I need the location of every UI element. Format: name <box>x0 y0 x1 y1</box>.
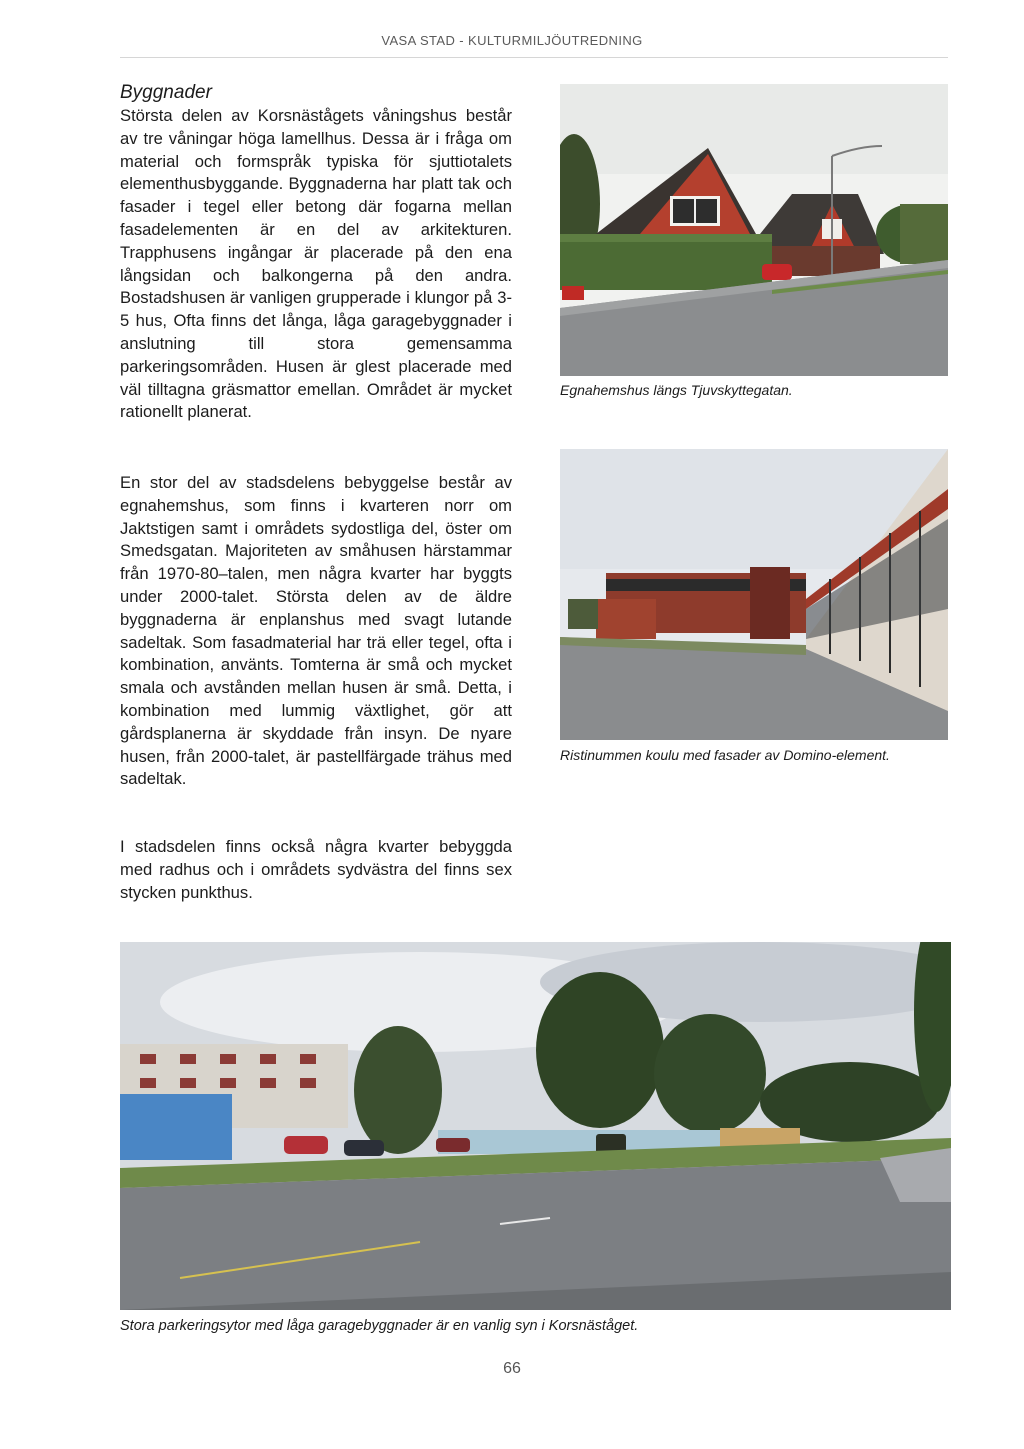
caption-parking-garages: Stora parkeringsytor med låga garagebyggnader är en vanlig syn i Korsnäståget. <box>120 1318 639 1334</box>
section-heading: Byggnader <box>120 82 212 103</box>
caption-school-facade: Ristinummen koulu med fasader av Domino-element. <box>560 747 890 763</box>
body-paragraph-buildings: Största delen av Korsnästågets våningshus består av tre våningar höga lamellhus. Dessa är i fråga om material och formspråk typiska för sjuttiotalets elementhusbyggande. Byggnaderna har platt tak och fasader i tegel eller betong där fogarna mellan fasadelementen är en del av arkitekturen. Trapphusens ingångar är placerade på den ena långsidan och balkongerna på den andra. Bostadshusen är vanligen grupperade i klungor på 3-5 hus, Ofta finns det långa, låga garagebyggnader i anslutning till stora gemensamma parkeringsområden. Husen är glest placerade med väl tilltagna gräsmattor emellan. Området är mycket rationellt planerat. <box>120 106 512 422</box>
body-paragraph-row-houses: I stadsdelen finns också några kvarter bebyggda med radhus och i områdets sydvästra del finns sex stycken punkthus. <box>120 837 512 902</box>
running-header: VASA STAD - KULTURMILJÖUTREDNING <box>381 33 643 48</box>
caption-detached-houses: Egnahemshus längs Tjuvskyttegatan. <box>560 382 793 398</box>
page-number: 66 <box>503 1360 521 1377</box>
photo-detached-houses <box>560 84 948 376</box>
photo-parking-garages <box>120 942 951 1310</box>
header-divider <box>120 57 948 58</box>
photo-school-facade <box>560 449 948 740</box>
body-paragraph-detached-houses: En stor del av stadsdelens bebyggelse består av egnahemshus, som finns i kvarteren norr om Jaktstigen samt i områdets sydostliga del, öster om Smedsgatan. Majoriteten av småhusen härstammar från 1970-80–talen, men några kvarter har byggts under 2000-talet. Största delen av de äldre byggnaderna är enplanshus med svagt lutande sadeltak. Som fasadmaterial har trä eller tegel, ofta i kombination, använts. Tomterna är små och mycket smala och avstånden mellan husen är små. Detta, i kombination med lummig växtlighet, gör att gårdsplanerna är skyddade från insyn. De nyare husen, från 2000-talet, är pastellfärgade trähus med sadeltak. <box>120 473 512 789</box>
